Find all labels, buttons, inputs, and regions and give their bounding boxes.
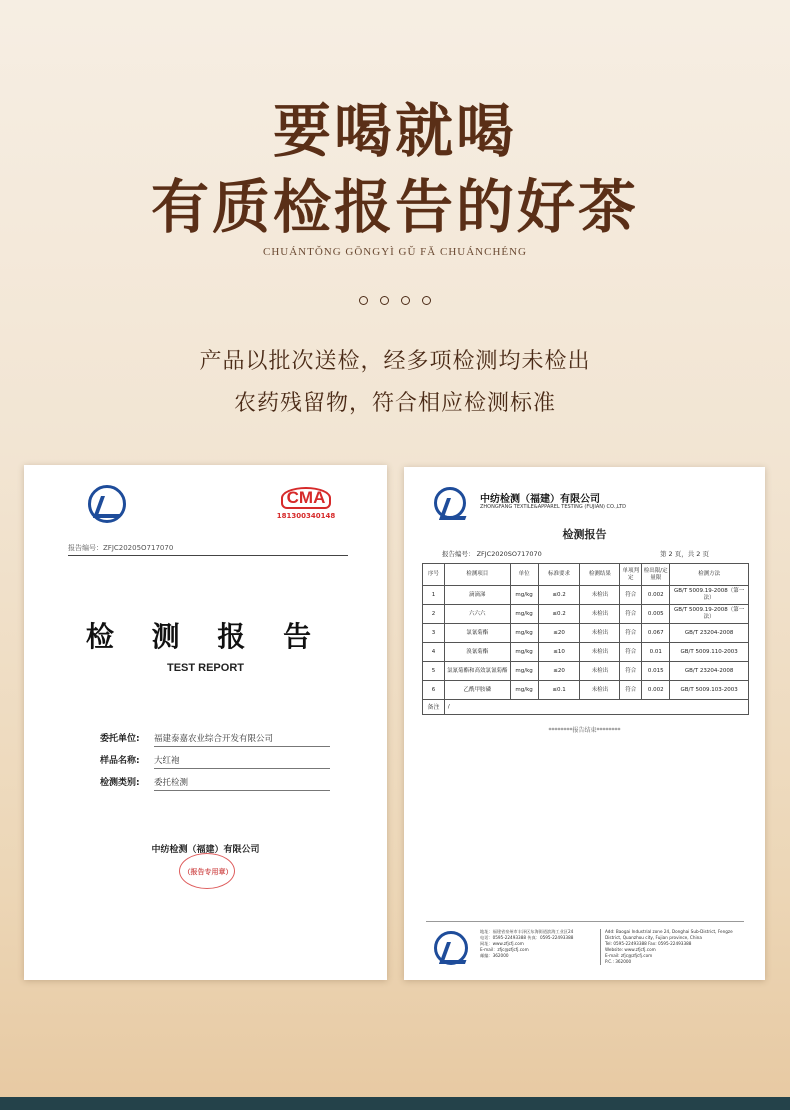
table-cell: 未检出 [580,586,620,605]
table-cell: GB/T 5009.103-2003 [670,681,749,700]
footer-line: 邮编：362000 [480,953,509,958]
field-label: 委托单位: [100,734,140,744]
footer-line: E-mail: zfjc@zfjcfj.com [605,953,653,958]
table-cell: 未检出 [580,662,620,681]
footer-line: Website: www.zfjcfj.com [605,947,656,952]
table-cell: GB/T 5009.110-2003 [670,643,749,662]
column-header: 标准要求 [538,564,580,586]
table-row [423,605,749,624]
table-cell: 0.067 [642,624,670,643]
column-header: 单项判定 [620,564,642,586]
table-cell: GB/T 23204-2008 [670,662,749,681]
table-cell: 2 [423,605,445,624]
pinyin-caption: CHUÁNTǑNG GŌNGYÌ GǓ FǍ CHUÁNCHÉNG [263,246,527,258]
company-logo-icon [434,487,466,519]
table-cell: 3 [423,624,445,643]
table-cell: ≤20 [538,624,580,643]
company-name-cn: 中纺检测（福建）有限公司 [480,494,600,505]
company-name-en: ZHONGFANG TEXTILE&APPAREL TESTING (FUJIAN) CO.,LTD [480,504,626,510]
table-cell: 氯氰菊酯 [444,624,510,643]
footer-line: District, Quanzhou city, Fujian province, China [605,935,702,940]
table-cell: 符合 [620,681,642,700]
table-cell: mg/kg [510,586,538,605]
table-cell: 滴滴涕 [444,586,510,605]
report-title: 检 测 报 告 [85,620,326,653]
table-cell: 未检出 [580,624,620,643]
cma-logo: CMA [281,487,332,509]
company-logo-icon [434,931,468,965]
intro-line-2: 农药残留物，符合相应检测标准 [233,391,556,416]
circle-icon [380,296,389,305]
report-end-mark: ********报告结束******** [548,727,621,734]
issuing-company: 中纺检测（福建）有限公司 [151,845,260,855]
headline-line-1: 要喝就喝 [272,97,517,165]
table-cell: ≤20 [538,662,580,681]
results-title: 检测报告 [562,528,607,541]
footer-line: P.C.: 362000 [605,959,632,964]
report-subtitle: TEST REPORT [166,662,244,674]
table-cell: 符合 [620,643,642,662]
footer-line: 电话：0595-22493388 传真：0595-22493388 [480,935,574,940]
note-value: / [444,700,748,715]
field-value: 大红袍 [154,751,330,769]
table-cell: 未检出 [580,643,620,662]
footer-line: 网址：www.zfjcfj.com [480,941,524,946]
footer-line: Tel: 0595-22493388 Fax: 0595-22493388 [605,941,692,946]
report-cover-page [24,465,387,980]
table-cell: 符合 [620,662,642,681]
table-cell: mg/kg [510,643,538,662]
circle-icon [359,296,368,305]
table-header-row [423,564,749,586]
table-cell: 乙酰甲胺磷 [444,681,510,700]
table-cell: 0.002 [642,586,670,605]
table-cell: ≤10 [538,643,580,662]
footer-divider [426,921,744,922]
table-cell: 4 [423,643,445,662]
field-value: 委托检测 [154,773,330,791]
table-cell: 未检出 [580,605,620,624]
circle-icon [422,296,431,305]
column-header: 单位 [510,564,538,586]
headline-line-2: 有质检报告的好茶 [150,173,639,241]
table-cell: 符合 [620,624,642,643]
cma-certification [276,487,336,520]
column-header: 检测项目 [444,564,510,586]
footer-address-cn [480,929,596,959]
company-logo-icon [88,485,126,523]
table-cell: 未检出 [580,681,620,700]
note-label: 备注 [423,700,445,715]
dot-divider [0,290,790,309]
table-cell: GB/T 5009.19-2008（第一法） [670,605,749,624]
footer-line: 地址：福建省泉州市丰泽区东海街道滨海工业区24 [480,929,574,934]
table-cell: 0.002 [642,681,670,700]
field-test-type [100,773,330,791]
red-seal-stamp [179,853,235,889]
table-cell: mg/kg [510,624,538,643]
table-row [423,624,749,643]
table-cell: ≤0.2 [538,586,580,605]
table-cell: mg/kg [510,681,538,700]
footer-line: E-mail：zfjc@zfjcfj.com [480,947,529,952]
table-cell: 溴氰菊酯 [444,643,510,662]
field-value: 福建泰嘉农业综合开发有限公司 [154,729,330,747]
table-cell: 0.005 [642,605,670,624]
table-cell: GB/T 23204-2008 [670,624,749,643]
table-row [423,643,749,662]
table-note-row [423,700,749,715]
column-header: 序号 [423,564,445,586]
field-client [100,729,330,747]
field-label: 检测类别: [100,778,140,788]
table-cell: 5 [423,662,445,681]
table-cell: ≤0.1 [538,681,580,700]
results-table [422,563,749,715]
column-header: 检测结果 [580,564,620,586]
intro-line-1: 产品以批次送检，经多项检测均未检出 [199,349,591,374]
column-header: 检测方法 [670,564,749,586]
table-cell: mg/kg [510,662,538,681]
table-cell: mg/kg [510,605,538,624]
table-row [423,662,749,681]
table-cell: 1 [423,586,445,605]
table-cell: 6 [423,681,445,700]
table-cell: 六六六 [444,605,510,624]
report-number: 报告编号：ZFJC20205O717070 [68,543,348,556]
report-number: 报告编号： ZFJC2020SO717070 [442,550,542,558]
table-cell: 符合 [620,605,642,624]
table-row [423,586,749,605]
page-indicator: 第 2 页，共 2 页 [659,550,709,558]
table-cell: 0.01 [642,643,670,662]
report-results-page [404,467,765,980]
field-label: 样品名称: [100,756,140,766]
seal-text: （报告专用章） [183,868,233,876]
footer-address-en [600,929,750,965]
field-sample-name [100,751,330,769]
table-cell: GB/T 5009.19-2008（第一法） [670,586,749,605]
footer-line: Add: Baogai Industrial zone 24, Donghai Sub-District, Fengze [605,929,733,934]
table-cell: ≤0.2 [538,605,580,624]
cma-code: 181300340148 [276,512,336,520]
table-cell: 氯氰菊酯和高效氯氰菊酯 [444,662,510,681]
table-cell: 0.015 [642,662,670,681]
bottom-bar [0,1097,790,1110]
table-cell: 符合 [620,586,642,605]
circle-icon [401,296,410,305]
table-row [423,681,749,700]
column-header: 检出限/定量限 [642,564,670,586]
